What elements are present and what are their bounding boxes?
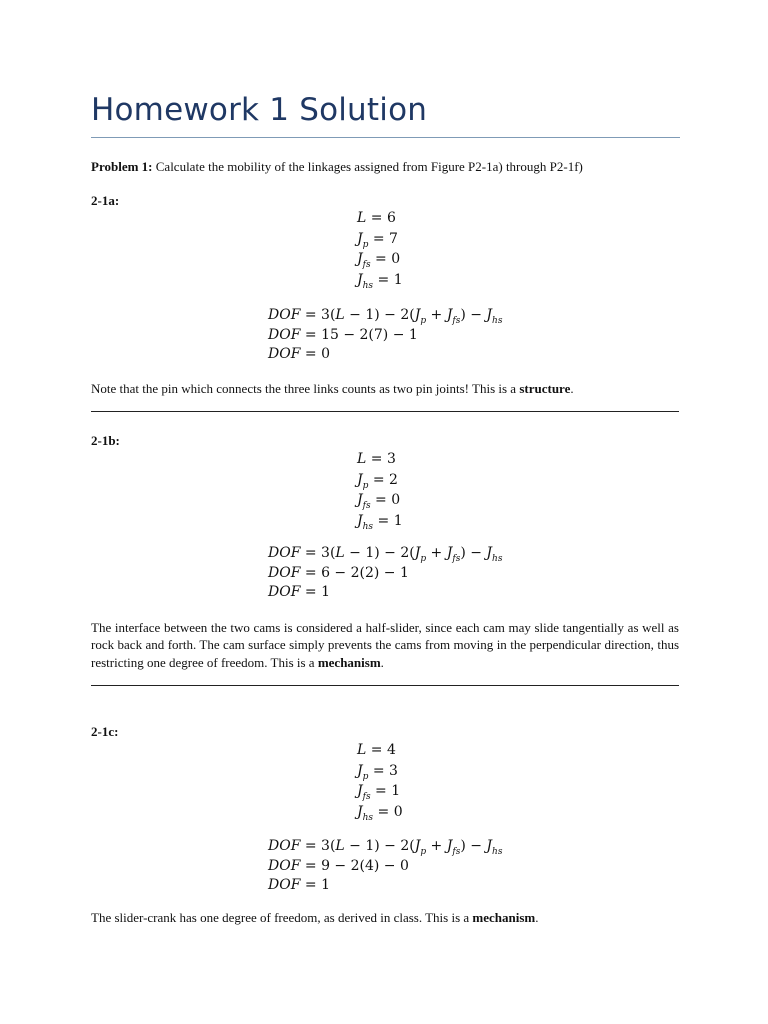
section-label: 2-1b: bbox=[91, 433, 120, 448]
var-Jfs: 0 bbox=[391, 492, 401, 508]
eq-substitution: 6 − 2(2) − 1 bbox=[321, 564, 409, 581]
var-Jfs: 1 bbox=[391, 783, 401, 799]
eq-substitution: 15 − 2(7) − 1 bbox=[321, 326, 418, 343]
eq-substitution: 9 − 2(4) − 0 bbox=[321, 857, 409, 874]
note-bold: mechanism bbox=[317, 654, 381, 670]
var-Jhs: 1 bbox=[393, 271, 403, 288]
equation-block: DOF = $3(L - 1) - 2(J_p + J_{fs}) - J_{hs}$ DOF = 15 − 2(7) − 1 DOF = 0 bbox=[268, 307, 503, 362]
var-L: 6 bbox=[386, 210, 396, 226]
problem-statement bbox=[91, 159, 583, 175]
var-Jhs: 0 bbox=[393, 803, 403, 820]
note-text: The slider-crank has one degree of freedom, as derived in class. This is a bbox=[91, 910, 473, 925]
var-Jhs: 1 bbox=[393, 512, 403, 529]
eq-result: 1 bbox=[321, 584, 330, 600]
problem-label: Problem 1: bbox=[91, 159, 153, 174]
section-divider bbox=[91, 411, 679, 412]
note-text: Note that the pin which connects the three links counts as two pin joints! This is a bbox=[91, 381, 520, 396]
var-Jp: 7 bbox=[389, 230, 398, 247]
section-label: 2-1c: bbox=[91, 724, 119, 739]
note-bold: mechanism bbox=[472, 910, 536, 925]
title-divider bbox=[91, 137, 680, 138]
section-divider bbox=[91, 685, 679, 686]
variable-list: L = 6 $J_p = 7$ $J_{fs} = 0$ $J_{hs} = 1$ bbox=[357, 210, 403, 291]
section-label: 2-1a: bbox=[91, 193, 120, 208]
section-note bbox=[91, 380, 679, 397]
eq-result: 1 bbox=[321, 877, 330, 893]
equation-block: DOF = $3(L - 1) - 2(J_p + J_{fs}) - J_{hs}$ DOF = 9 − 2(4) − 0 DOF = 1 bbox=[268, 838, 503, 893]
variable-list: L = 4 $J_p = 3$ $J_{fs} = 1$ $J_{hs} = 0$ bbox=[357, 742, 403, 823]
variable-list: L = 3 $J_p = 2$ $J_{fs} = 0$ $J_{hs} = 1$ bbox=[357, 451, 403, 532]
var-Jp: 2 bbox=[389, 471, 398, 488]
var-Jfs: 0 bbox=[391, 251, 401, 267]
eq-result: 0 bbox=[321, 346, 330, 362]
problem-text: Calculate the mobility of the linkages assigned from Figure P2-1a) through P2-1f) bbox=[152, 159, 583, 174]
page-title: Homework 1 Solution bbox=[91, 92, 428, 128]
section-note bbox=[91, 909, 679, 926]
note-tail: . bbox=[380, 654, 384, 670]
var-L: 3 bbox=[386, 451, 396, 467]
var-L: 4 bbox=[386, 742, 396, 758]
note-text: The interface between the two cams is considered a half-slider, since each cam may slide tangentially as well as rock back and forth. The cam surface simply prevents the cams from moving in the perpendicular direction, thus restricting one degree of freedom. This is a bbox=[91, 620, 679, 670]
var-Jp: 3 bbox=[389, 762, 398, 779]
section-note bbox=[91, 619, 679, 671]
equation-block: DOF = $3(L - 1) - 2(J_p + J_{fs}) - J_{hs}$ DOF = 6 − 2(2) − 1 DOF = 1 bbox=[268, 545, 503, 600]
note-tail: . bbox=[570, 381, 574, 396]
note-bold: structure bbox=[519, 381, 571, 396]
note-tail: . bbox=[535, 910, 539, 925]
